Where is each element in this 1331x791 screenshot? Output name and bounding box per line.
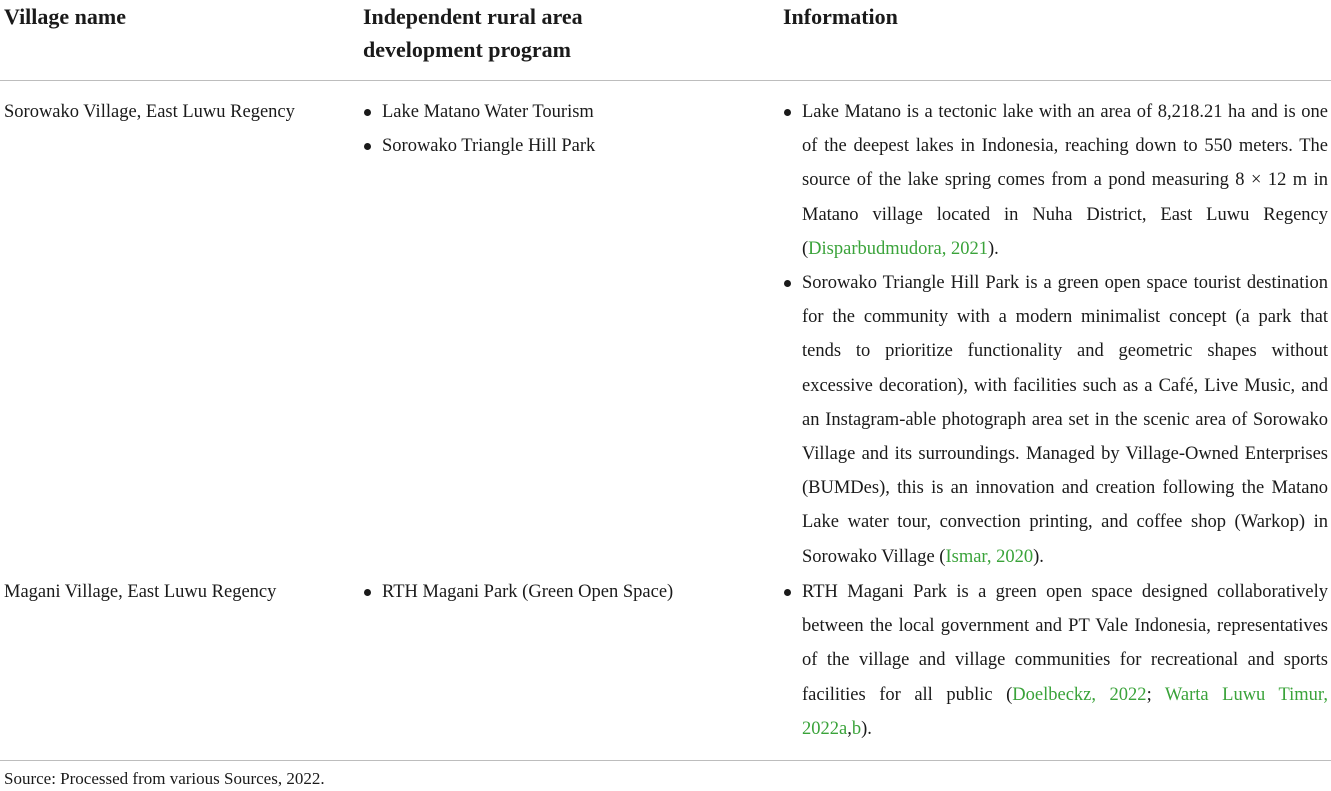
citation-link[interactable]: b [851,718,862,739]
info-text: Sorowako Triangle Hill Park is a green open space tourist destination for the community with a modern minimalist concept (a park that tends to prioritize functionality and geometric shapes without excessive decoration), with facilities such as a Café, Live Music, and an Instagram-able photograph area set in the scenic area of Sorowako Village and its surroundings. Managed by Village-Owned Enterprises (BUMDes), this is an innovation and creation following the Matano Lake water tour, convection printing, and coffee shop (Warkop) in Sorowako Village ( [802,273,1328,567]
program-label: Sorowako Triangle Hill Park [382,136,596,157]
program-label: Lake Matano Water Tourism [382,102,594,122]
citation-link[interactable]: Doelbeckz, 2022 [1012,684,1147,705]
list-item [783,95,1328,266]
table-row [0,575,1331,745]
table-row [0,95,1331,575]
list-item [363,129,763,163]
info-text: RTH Magani Park is a green open space designed collaboratively between the local government and PT Vale Indonesia, representatives of the village and village communities for recreational and sports facilities for all public ( [802,582,1328,705]
list-item [363,95,763,129]
bullet-icon [784,589,791,596]
column-header-information: Information [783,4,898,29]
list-item [783,575,1328,746]
bullet-icon [364,109,371,116]
information-cell [783,575,1328,746]
program-list [363,95,763,163]
information-list [783,575,1328,746]
table-bottom-divider [0,760,1331,761]
bullet-icon [784,109,791,116]
info-text-end: ). [1033,546,1044,567]
list-item [783,266,1328,574]
citation-separator: ; [1146,684,1152,705]
village-name-cell: Sorowako Village, East Luwu Regency [4,102,295,122]
list-item [363,575,763,609]
citation-separator: , [847,718,852,739]
village-name-cell: Magani Village, East Luwu Regency [4,582,277,602]
program-label: RTH Magani Park (Green Open Space) [382,582,674,602]
program-list [363,575,763,609]
bullet-icon [364,143,371,150]
column-header-program: Independent rural area development program [363,4,583,62]
bullet-icon [364,589,371,596]
bullet-icon [784,280,791,287]
source-note: Source: Processed from various Sources, 2022. [4,769,325,788]
citation-link[interactable]: Ismar, 2020 [945,546,1034,567]
information-cell [783,95,1328,574]
citation-link[interactable]: Disparbudmudora, 2021 [808,238,989,259]
citation-link[interactable]: Warta Luwu Timur, 2022a [802,684,1328,739]
info-text-end: ). [861,718,872,739]
info-text-end: ). [988,238,999,259]
table-header [0,0,1331,81]
info-text: Lake Matano is a tectonic lake with an area of 8,218.21 ha and is one of the deepest lakes in Indonesia, reaching down to 550 meters. The source of the lake spring comes from a pond measuring 8 × 12 m in Matano village located in Nuha District, East Luwu Regency ( [802,102,1328,259]
column-header-village-name: Village name [4,4,126,29]
information-list [783,95,1328,574]
program-cell [363,575,763,609]
program-cell [363,95,763,163]
